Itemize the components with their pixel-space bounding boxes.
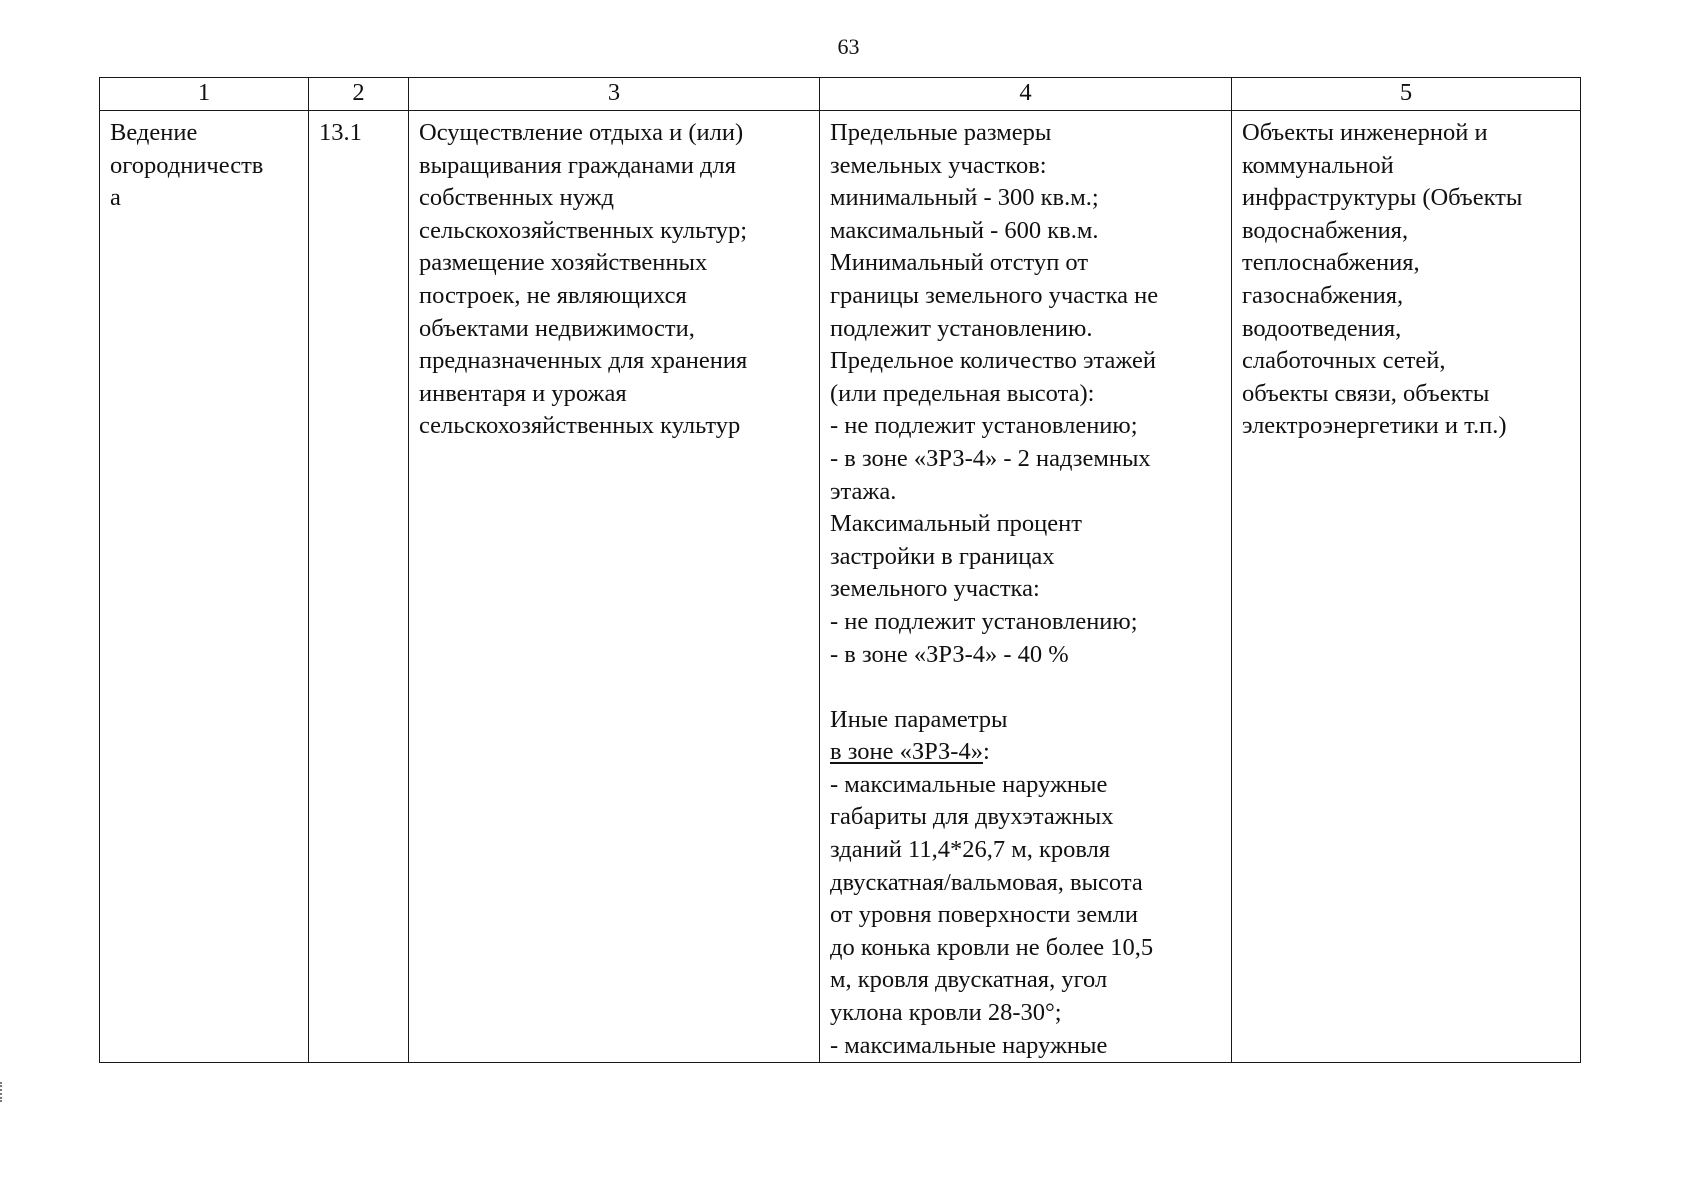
parameter-line: земельного участка: bbox=[830, 575, 1040, 603]
parameter-line: максимальный - 600 кв.м. bbox=[830, 216, 1099, 244]
use-type-line: огородничеств bbox=[110, 151, 264, 179]
parameter-line: - не подлежит установлению; bbox=[830, 607, 1138, 635]
parameter-line: этажа. bbox=[830, 477, 897, 505]
land-use-table bbox=[99, 77, 1581, 1063]
auxiliary-line: теплоснабжения, bbox=[1242, 249, 1420, 277]
zone-label-line bbox=[830, 736, 1221, 769]
use-type-cell bbox=[100, 111, 309, 1063]
parameter-line: Минимальный отступ от bbox=[830, 249, 1089, 277]
description-line: сельскохозяйственных культур bbox=[419, 412, 741, 440]
description-line: построек, не являющихся bbox=[419, 281, 687, 309]
parameter-line: минимальный - 300 кв.м.; bbox=[830, 184, 1099, 212]
parameter-line: от уровня поверхности земли bbox=[830, 901, 1138, 929]
parameter-line: м, кровля двускатная, угол bbox=[830, 966, 1108, 994]
description-line: предназначенных для хранения bbox=[419, 347, 748, 375]
table-row bbox=[100, 111, 1581, 1063]
description-line: сельскохозяйственных культур; bbox=[419, 216, 748, 244]
description-line: собственных нужд bbox=[419, 184, 614, 212]
parameters-cell bbox=[820, 111, 1232, 1063]
parameter-line: Предельные размеры bbox=[830, 119, 1052, 146]
auxiliary-line: электроэнергетики и т.п.) bbox=[1242, 412, 1507, 440]
auxiliary-line: Объекты инженерной и bbox=[1242, 119, 1488, 146]
code-value: 13.1 bbox=[319, 119, 362, 146]
description-line: объектами недвижимости, bbox=[419, 314, 695, 342]
parameter-line: подлежит установлению. bbox=[830, 314, 1093, 342]
header-col-1: 1 bbox=[100, 78, 309, 111]
zone-label: в зоне «ЗРЗ-4» bbox=[830, 738, 983, 766]
auxiliary-line: водоснабжения, bbox=[1242, 216, 1409, 244]
parameter-line: - не подлежит установлению; bbox=[830, 412, 1138, 440]
use-type-line: а bbox=[110, 184, 121, 212]
parameter-line: (или предельная высота): bbox=[830, 379, 1095, 407]
parameter-line: границы земельного участка не bbox=[830, 281, 1159, 309]
zone-label-colon: : bbox=[982, 738, 990, 766]
scan-edge-mark bbox=[0, 1082, 7, 1102]
auxiliary-line: слаботочных сетей, bbox=[1242, 347, 1446, 375]
other-parameters-heading: Иные параметры bbox=[830, 705, 1008, 733]
description-line: Осуществление отдыха и (или) bbox=[419, 119, 744, 146]
parameter-line: - в зоне «ЗРЗ-4» - 2 надземных bbox=[830, 444, 1151, 472]
code-cell bbox=[309, 111, 409, 1063]
use-type-line: Ведение bbox=[110, 119, 198, 146]
header-row bbox=[100, 78, 1581, 111]
parameter-line: двускатная/вальмовая, высота bbox=[830, 868, 1143, 896]
parameter-line: - максимальные наружные bbox=[830, 1031, 1108, 1059]
auxiliary-objects-cell bbox=[1232, 111, 1581, 1063]
parameter-line: уклона кровли 28-30°; bbox=[830, 999, 1062, 1027]
auxiliary-line: объекты связи, объекты bbox=[1242, 379, 1490, 407]
parameter-line: застройки в границах bbox=[830, 542, 1055, 570]
parameter-line: Максимальный процент bbox=[830, 510, 1082, 538]
auxiliary-line: газоснабжения, bbox=[1242, 281, 1404, 309]
auxiliary-line: водоотведения, bbox=[1242, 314, 1402, 342]
blank-line bbox=[830, 671, 1221, 704]
parameter-line: земельных участков: bbox=[830, 151, 1047, 179]
auxiliary-line: коммунальной bbox=[1242, 151, 1394, 179]
header-col-5: 5 bbox=[1232, 78, 1581, 111]
auxiliary-line: инфраструктуры (Объекты bbox=[1242, 184, 1523, 212]
description-line: выращивания гражданами для bbox=[419, 151, 736, 179]
description-cell bbox=[409, 111, 820, 1063]
description-line: инвентаря и урожая bbox=[419, 379, 627, 407]
header-col-3: 3 bbox=[409, 78, 820, 111]
parameter-line: габариты для двухэтажных bbox=[830, 803, 1114, 831]
parameter-line: Предельное количество этажей bbox=[830, 347, 1156, 375]
page-number: 63 bbox=[837, 34, 860, 59]
description-line: размещение хозяйственных bbox=[419, 249, 708, 277]
parameter-line: зданий 11,4*26,7 м, кровля bbox=[830, 836, 1111, 864]
parameter-line: - в зоне «ЗРЗ-4» - 40 % bbox=[830, 640, 1069, 668]
parameter-line: - максимальные наружные bbox=[830, 770, 1108, 798]
parameter-line: до конька кровли не более 10,5 bbox=[830, 933, 1154, 961]
header-col-2: 2 bbox=[309, 78, 409, 111]
header-col-4: 4 bbox=[820, 78, 1232, 111]
